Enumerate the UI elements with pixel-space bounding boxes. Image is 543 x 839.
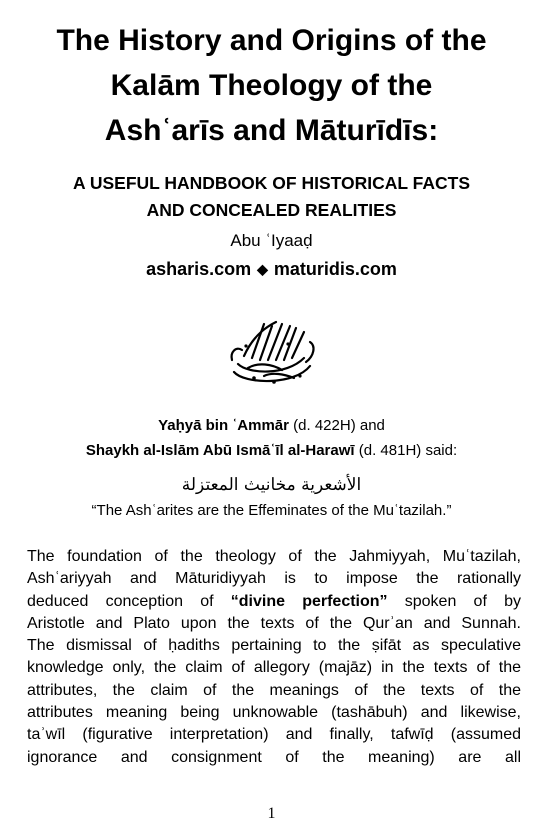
author-name: Abu ʿIyaaḍ [230, 231, 313, 250]
body-line: deduced conception of “divine perfection” spoken of by [27, 592, 522, 610]
scholar-name-harawi: Shaykh al-Islām Abū Ismāʿīl al-Harawī [85, 442, 355, 459]
body-line: taʾwīl (figurative interpretation) and finally, tafwīḍ (assumed [27, 726, 521, 744]
diamond-separator-icon: ◆ [257, 261, 268, 277]
subtitle-line-2: AND CONCEALED REALITIES [146, 200, 397, 220]
divine-perfection-emphasis: “divine perfection” [230, 592, 388, 610]
body-line: The foundation of the theology of the Jahmiyyah, Muʿtazilah, [27, 548, 521, 565]
title-line-3: Ashʿarīs and Māturīdīs: [104, 114, 439, 147]
title-line-1: The History and Origins of the [56, 24, 487, 57]
body-line: Aristotle and Plato upon the texts of the Qurʾan and Sunnah. [27, 614, 521, 632]
attribution-line-2 [0, 442, 543, 459]
site-link-asharis[interactable]: asharis.com [146, 259, 252, 279]
scholar-name-yahya: Yaḥyā bin ʿAmmār [158, 417, 289, 434]
body-line: The dismissal of ḥadiths pertaining to the ṣifāt as speculative [27, 637, 521, 655]
body-line: attributes, the claim of the meanings of the texts of the [27, 681, 521, 699]
website-links [0, 259, 543, 280]
attribution-death-date-1: (d. 422H) and [289, 417, 385, 434]
body-line: knowledge only, the claim of allegory (majāz) in the texts of the [27, 659, 521, 677]
site-link-maturidis[interactable]: maturidis.com [273, 259, 397, 279]
body-line: attributes meaning being unknowable (tashābuh) and likewise, [27, 704, 521, 722]
title-line-2: Kalām Theology of the [110, 69, 433, 102]
attribution-death-date-2: (d. 481H) said: [354, 442, 458, 459]
basmala-calligraphy-icon [224, 316, 320, 388]
body-line: ignorance and consignment of the meaning) are all [27, 748, 521, 766]
body-line: Ashʿariyyah and Māturidiyyah is to impose the rationally [27, 570, 521, 588]
arabic-quote: الأشعرية مخانيث المعتزلة [181, 475, 362, 495]
page-number: 1 [267, 805, 276, 822]
body-paragraph [27, 546, 521, 769]
english-quote: “The Ashʿarites are the Effeminates of the Muʿtazilah.” [91, 502, 452, 519]
attribution-line-1 [0, 417, 543, 434]
subtitle-line-1: A USEFUL HANDBOOK OF HISTORICAL FACTS [72, 173, 470, 193]
